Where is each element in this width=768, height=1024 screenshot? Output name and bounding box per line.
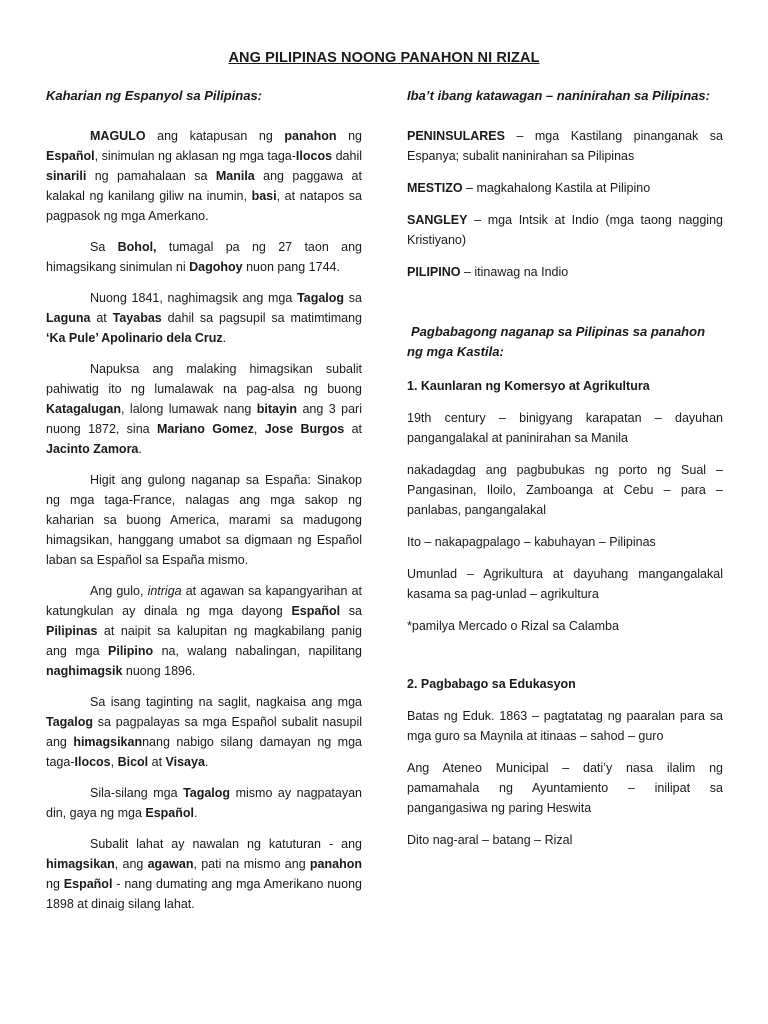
section-2-item: Batas ng Eduk. 1863 – pagtatatag ng paaralan para sa mga guro sa Maynila at itinaas – sahod – guro: [407, 709, 723, 743]
section-1-item: Ito – nakapagpalago – kabuhayan – Pilipinas: [407, 535, 656, 549]
paragraph-3: Nuong 1841, naghimagsik ang mga Tagalog sa Laguna at Tayabas dahil sa pagsupil sa matimtimang ‘Ka Pule’ Apolinario dela Cruz.: [46, 291, 362, 345]
term-sangley: SANGLEY – mga Intsik at Indio (mga taong nagging Kristiyano): [407, 213, 723, 247]
section-2-item: Ang Ateneo Municipal – dati’y nasa ilalim ng pamamahala ng Ayuntamiento – inilipat sa pangangasiwa ng paring Heswita: [407, 761, 723, 815]
left-column: [46, 86, 362, 925]
section-1-title: 1. Kaunlaran ng Komersyo at Agrikultura: [407, 379, 650, 393]
paragraph-5: Higit ang gulong naganap sa España: Sinakop ng mga taga-France, nalagas ang mga sakop ng kaharian sa buong America, marami sa madugong himagsikan, hanggang umabot sa digmaan ng Español laban sa Español sa España mismo.: [46, 473, 362, 567]
right-heading-terms: Iba’t ibang katawagan – naninirahan sa Pilipinas:: [407, 88, 710, 103]
right-heading-changes: Pagbabagong naganap sa Pilipinas sa panahon ng mga Kastila:: [407, 324, 706, 359]
paragraph-8: Sila-silang mga Tagalog mismo ay nagpatayan din, gaya ng mga Español.: [46, 786, 363, 820]
term-mestizo: MESTIZO – magkahalong Kastila at Pilipino: [407, 181, 651, 195]
term-peninsulares: PENINSULARES – mga Kastilang pinanganak sa Espanya; subalit naninirahan sa Pilipinas: [407, 129, 723, 163]
paragraph-1: MAGULO ang katapusan ng panahon ng Español, sinimulan ng aklasan ng mga taga-Ilocos dahil sinarili ng pamahalaan sa Manila ang paggawa at kalakal ng kanilang giliw na inumin, basi, at natapos sa pagpasok ng mga Amerkano.: [46, 129, 362, 223]
section-2-item: Dito nag-aral – batang – Rizal: [407, 833, 573, 847]
section-1-item: nakadagdag ang pagbubukas ng porto ng Sual – Pangasinan, Iloilo, Zamboanga at Cebu – para – panlabas, pangangalakal: [407, 463, 723, 517]
section-1-item: *pamilya Mercado o Rizal sa Calamba: [407, 619, 619, 633]
paragraph-2: Sa Bohol, tumagal pa ng 27 taon ang himagsikang sinimulan ni Dagohoy nuon pang 1744.: [46, 240, 362, 274]
paragraph-4: Napuksa ang malaking himagsikan subalit pahiwatig ito ng lumalawak na pag-alsa ng buong Katagalugan, lalong lumawak nang bitayin ang 3 pari nuong 1872, sina Mariano Gomez, Jose Burgos at Jacinto Zamora.: [46, 362, 363, 456]
term-pilipino: PILIPINO – itinawag na Indio: [407, 265, 569, 279]
left-heading: Kaharian ng Espanyol sa Pilipinas:: [46, 88, 263, 103]
page-title: ANG PILIPINAS NOONG PANAHON NI RIZAL: [228, 50, 540, 66]
section-1-item: Umunlad – Agrikultura at dayuhang mangangalakal kasama sa pag-unlad – agrikultura: [407, 567, 723, 601]
right-column: [407, 86, 723, 862]
paragraph-6: Ang gulo, intriga at agawan sa kapangyarihan at katungkulan ay dinala ng mga dayong Español sa Pilipinas at naipit sa kalupitan ng magkabilang panig ang mga Pilipino na, walang nabalingan, napilitang naghimagsik nuong 1896.: [46, 584, 362, 678]
paragraph-9: Subalit lahat ay nawalan ng katuturan - ang himagsikan, ang agawan, pati na mismo ang panahon ng Español - nang dumating ang mga Amerikano nuong 1898 at dinaig silang lahat.: [46, 837, 362, 911]
section-1-item: 19th century – binigyang karapatan – dayuhan pangangalakal at paninirahan sa Manila: [407, 411, 723, 445]
paragraph-7: Sa isang taginting na saglit, nagkaisa ang mga Tagalog sa pagpalayas sa mga Español subalit nasupil ang himagsikannang nabigo silang damayan ng mga taga-Ilocos, Bicol at Visaya.: [46, 695, 362, 769]
section-2-title: 2. Pagbabago sa Edukasyon: [407, 677, 576, 691]
